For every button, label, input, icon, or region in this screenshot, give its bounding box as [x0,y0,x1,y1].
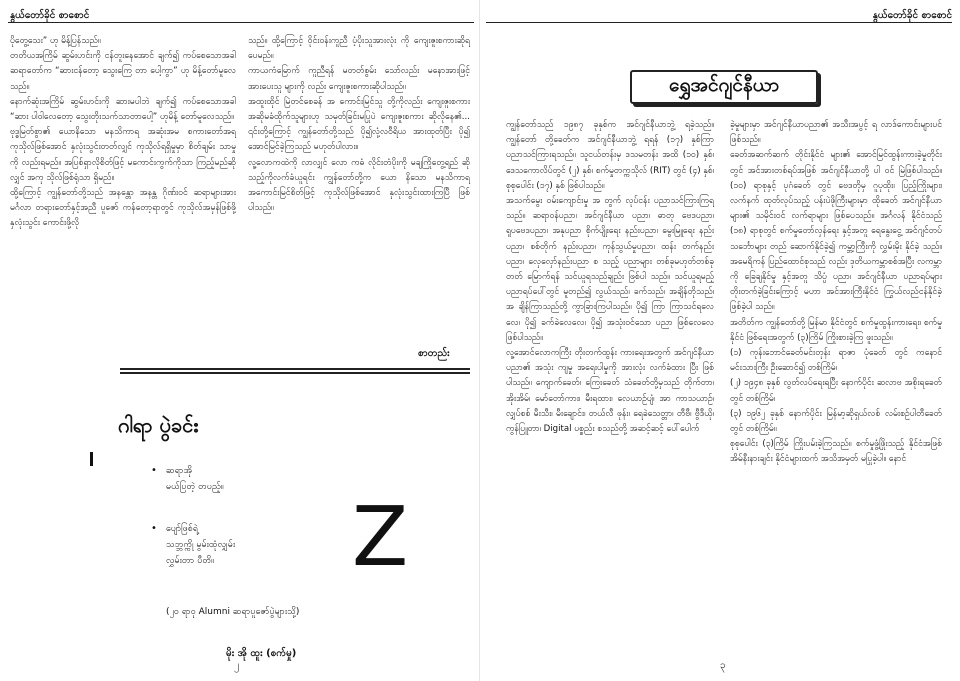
poem-stanza-1 [151,463,224,495]
page-number: ၂ [234,660,239,671]
poem-line: ပျော်ဖြစ်ရဲ့ [166,524,199,534]
paragraph: အထူးထိုင် မြဲတင်စေခန် အ ကောင်းမြင်သူ တို့ကိုလည်း ကျေးဇူးစကား အဆိုမခံထိုက်သူများဟု သမုတ်ခြင်းမပြုပဲ ကျေးဇူးစကား ဆိုလိုနေ၏... ၎င်းတို့ကြောင့် ကျွန်တော်တို့သည် ပို၍လုံ့လဝီရိယ အားထုတ်ပြီး ပို၍ အောင်မြင်ခဲ့ကြသည် မဟုတ်ပါလား။ [248,96,470,153]
paragraph: လူ့လောကထဲကို လာလျှင် လော ကဓံ လိုင်းတံပိုးကို မချကြိုတွေ့ရည် ဆို သည့်ကိုလက်ခံယူရင်း ကျွန်တော်တို့က ယော နိသော မနသိကာရ အကောင်းမြင်စိတ်ဖြင့် ကုသိုလ်ဖြစ်အောင် နှလုံးသွင်းထားကြပြီ ဖြစ် ပါသည်။ [248,157,470,214]
left-column-2 [248,34,470,216]
section-divider-top [120,368,470,370]
paragraph: လူ့အောင်လောကကြီး တိုးတက်ထွန်း ကားရေးအတွက် အင်ဂျင်နီယာပညာ၏ အသုံး ကျမှု အရေးပါမှုကို အားလုံး လက်ခံထား ပြီး ဖြစ်ပါသည်။ ကျောက်ခေတ်၊ ကြေးခေတ် သံခေတ်တို့မှသည် တိုက်တာ၊ အိုးအိမ်၊ မော်တော်ကား၊ မီးရထား၊ လေယာဉ်ပျံ၊ အာ ကာသယာဉ်၊ လျှပ်စစ် မီးသီး၊ မီးချောင်း၊ တယ်လီ ဖုန်း၊ ရေခဲသေတ္တာ၊ တီဗီ၊ ဗွီဒီယို၊ ကွန်ပြူတာ၊ Digital ပစ္စည်း စသည်တို့ အဆင့်ဆင့် ပေါ်ပေါက် [506,348,714,435]
editor-byline: စာတည်း [418,348,450,359]
bullet-icon: • [151,523,157,534]
bullet-icon: • [151,465,157,476]
right-column-1 [506,118,714,437]
page-number: ၃ [720,660,726,671]
right-page [480,0,960,681]
poem-stanza-2 [151,521,236,569]
poem-author: မိုး အို ထူး (စက်မှု) [226,648,297,659]
paragraph: နောက်ဆုံးအကြိမ် ဆွမ်းဟင်းကို ဆားမပါဘဲ ချက်၍ ကပ်စေသောအခါ “ဆား ပါဝါလေတော့ သွေးတိုးသက်သာတာပေါ့” ဟုမိန့် တော်မူလေသည်။ [10,96,236,123]
paragraph: သည်။ ထို့ကြောင့် ဝိုင်းဝန်းကူညီ ပံ့ပိုးသူအားလုံး ကို ကျေးဇူးစကားဆိုရပေမည်။ [248,36,470,62]
section-divider-bottom [120,372,470,374]
left-column-1 [10,34,236,232]
paragraph: ခေတ်အဆက်ဆက် တိုင်းနိုင်ငံ များ၏ အောင်မြင်ထွန်းကားခဲ့မှုတိုင်း တွင် အင်အားတစ်ရပ်အဖြစ် အင်ဂျင်နီယာတို့ ပါ ဝင် မြဲဖြစ်ပါသည်။ (၁၀) ရာစုနှင့် ပုဂံခေတ် တွင် ဗေဒတိုမှ ဂူပုထိုး၊ ပြည့်ကြိုးများ၊ လက်နက် ထုတ်လုပ်သည့် ပန်းပဲဖိုကြီးများမှာ ထိုခေတ် အင်ဂျင်နီယာများ၏ သမိုင်းဝင် လက်ရာများ ဖြစ်ပေသည်။ အင်္ဂလန် နိုင်ငံသည် (၁၈) ရာစုတွင် စက်မှုတော်လှန်ရေး နှင့်အတူ ရေနွေးငွေ့ အင်ဂျင်တပ် သင်္ဘောများ တည် ဆောက်နိုင်ခဲ့၍ ကမ္ဘာ့ကြီးကို လွှမ်းမိုး နိုင်ခဲ့ သည်။ အမေရိကန် ပြည်ထောင်စုသည် လည်း ဒုတိယကမ္ဘာစစ်အပြီး လကမ္ဘာကို ခြေချနိုင်မှု နှင့်အတူ သိပ္ပံ ပညာ၊ အင်ဂျင်နီယာ ပညာရပ်များ တိုးတက်ခဲ့ခြင်းကြောင့် မဟာ အင်အားကြီးနိုင်ငံ ကြွယ်လည်ငန်နိုင်ခဲ့ ဖြစ်ခဲ့ပါ သည်။ [730,150,942,313]
paragraph: (၁) ကုန်းဘောင်ခေတ်မင်းတုန်း ရာဇာ ပုံခေတ် တွင် ကနောင်မင်းသားကြီး ဦးဆောင်၍ တစ်ကြိမ်၊ [730,348,942,374]
paragraph: ခဲ့မှုများမှာ အင်ဂျင်နီယာပညာ၏ အသီးအပွင့် ရ လာဒ်ကောင်းများပင် ဖြစ်သည်။ [730,120,942,146]
header-rule [486,22,952,23]
poem-dedication: (၂၀ ရာဝု Alumni ဆရာပူဇော်ပွဲများသို့) [166,607,300,617]
poem-line: ဆရာအို [166,466,192,476]
poem-line: သဘ္ဘက္ကို မွမ်းထုံလျှမ်း [166,540,236,550]
article-title: ရွှေအင်ဂျင်နီယာ [630,70,818,104]
paragraph: (၂) ၁၉၄၈ ခုနှစ် လွတ်လပ်ရေးရပြီး နောက်ပိုင်း ဆလာဗ အစိုးရခေတ်တွင် တစ်ကြိမ်၊ [730,378,942,404]
poem-line: မယ်ပြတဲ့ တပည့်။ [166,482,224,492]
paragraph: အသက်မွေး ဝမ်းကျောင်းမှု အ တွက် လုပ်ငန်း ပညာသင်ကြားကြရသည်။ ဆရာဝန်ပညာ၊ အင်ဂျင်နီယာ ပညာ၊ ဓာတု ဗေဒပညာ၊ ရူပဗေဒပညာ၊ အနုပညာ စိုက်ပျိုးရေး နည်းပညာ၊ မွေးမြူရေး နည်းပညာ၊ စစ်တိုက် နည်းပညာ၊ ကုန်သွယ်မှုပညာ၊ ထန်း တက်နည်းပညာ၊ လှေလှော်နည်းပညာ စ သည့် ပညာများ တစ်ခုမဟုတ်တစ်ခု တတ် မြောက်ရန် သင်ယူရသည်ချည်း ဖြစ်ပါ သည်။ သင်ယူရမည့် ပညာရပ်ပေါ်တွင် မူတည်၍ လွယ်သည်၊ ခက်သည်၊ အချိန်တိုသည်၊ အ ချိန်ကြာသည်တို့ ကွာခြားကြပါသည်။ ပို၍ ကြာ ကြာသင်ရလေလေ၊ ပို၍ ခက်ခဲလေလေ၊ ပို၍ အသုံးဝင်သော ပညာ ဖြစ်လေလေ ဖြစ်ပါသည်။ [506,196,714,343]
right-column-2 [730,118,942,468]
poem-title: ဂါရာ ပွဲခင်း [118,413,199,437]
paragraph: အတိတ်က ကျွန်တော်တို့ မြန်မာ နိုင်ငံတွင် စက်မှုထွန်းကားရေး၊ စက်မှု နိုင်ငံ ဖြစ်ရေးအတွက် (၃)ကြိမ် ကြိုးစားခဲ့ကြ ဖူးသည်။ [730,317,942,343]
paragraph: ကာယကံမြောက် ကူညီရန် မတတ်စွမ်း သော်လည်း မနောအားဖြင့် အားပေးသူ များကို လည်း ကျေးဇူးစကားဆိုပါသည်။ [248,66,470,92]
paragraph: ထို့ကြောင့် ကျွန်တော်တို့သည် အနန္တော အနန္တ ဂိုဏ်းဝင် ဆရာများအား မင်္ဂလာ တရားတော်နှင့်အညီ ပူဇော် ကန်တော့ရာတွင် ကုသိုလ်အမှန်ဖြစ်ဖို့ နှလုံးသွင်း ကောင်းဖို့လို [10,188,236,229]
paragraph: တတိယအကြိမ် ဆွမ်းဟင်းကို ငန်တူးနေအောင် ချက်၍ ကပ်စေသောအခါ ဆရာတော်က “ဆားငန်တော့ သွေးကြေ တာ ပေါ့ကွာ” ဟု မိန့်တော်မူလေသည်။ [10,51,236,92]
paragraph: (၃) ၁၉၆၂ ခုနှစ် နောက်ပိုင်း မြန်မာ့ဆိုရှယ်လစ် လမ်းစဉ်ပါတီခေတ်တွင် တစ်ကြိမ်။ [730,408,942,435]
paragraph: ဗုဒ္ဓမြတ်စွာ၏ ယောနိသော မနသိကာရ အဆုံးအမ စကားတော်အရ ကုသိုလ်ဖြစ်အောင် နှလုံးသွင်းတတ်လျှင် ကုသိုလ်ရရှိမှုမှာ စိတ်ချမ်း သာမှုကို လည်းရမည်။ အပြစ်ရှာလိုစိတ်ဖြင့် မကောင်းကွက်ကိုသာ ကြည့်မည်ဆိုလျှင် အကု သိုလ်ဖြစ်ရုံသာ ရှိမည်။ [10,127,236,183]
header-rule [8,22,474,23]
poem-line: လွှမ်းတာ ပီတိ။ [166,556,214,566]
decorative-z-glyph: Z [352,490,409,585]
quote-mark [90,452,93,466]
paragraph: စုစုပေါင်း (၃)ကြိမ် ကြိုးပမ်းခဲ့ကြသည်။ စက်မှုဖွံ့ဖြိုးသည့် နိုင်ငံအဖြစ် အိမ်နီးနားချင်း နိုင်ငံများထက် အသိအမှတ် မပြုခဲ့ပါ။ နောင် [730,439,942,465]
running-header: နွယ်တော်ခိုင် စာစောင် [10,10,90,21]
paragraph: ကျွန်တော်သည် ၁၉၈၇ ခုနှစ်က အင်ဂျင်နီယာဘွဲ့ ရခဲ့သည်။ ကျွန်တော် တို့ခေတ်က အင်ဂျင်နီယာဘွဲ့ ရရန် (၁၇) နှစ်ကြာ ပညာသင်ကြားရသည်။ သူငယ်တန်းမှ ဒသမတန်း အထိ (၁၀) နှစ်၊ ဒေသကောလိပ်တွင် (၂) နှစ်၊ စက်မှုတက္ကသိုလ် (RIT) တွင် (၄) နှစ်၊ စုစုပေါင်း (၁၇) နှစ် ဖြစ်ပါသည်။ [506,120,714,191]
paragraph: ပိုတွေ့သေး” ဟု မိန့်ပြန်သည်။ [10,36,101,46]
running-header: နွယ်တော်ခိုင် စာစောင် [872,10,952,21]
